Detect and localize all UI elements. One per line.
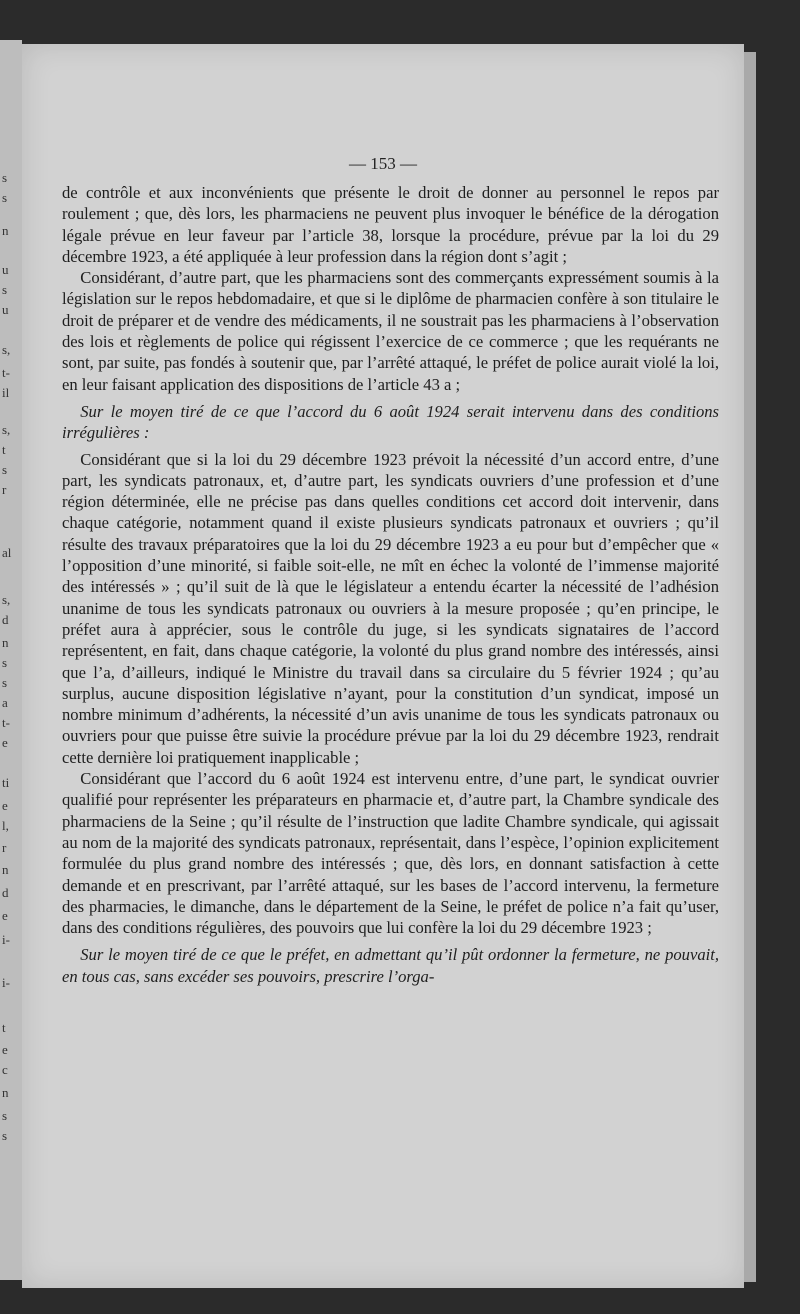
paragraph: Considérant que si la loi du 29 décembre 1923 prévoit la nécessité d’un accord entre, d’une part, les syndicats patronaux, et, d’autre part, les syndicats ouvriers d’une profession et d’une région déterminée, elle ne précise pas dans quelles conditions cet accord doit intervenir, dans chaque catégorie, notamment quand il existe plusieurs syndicats patronaux et ouvriers ; qu’il résulte des travaux préparatoires que la loi du 29 décembre 1923 a eu pour but d’empêcher que « l’opposition d’une minorité, si faible soit-elle, ne mît en échec la volonté de l’immense majorité des intéressés » ; qu’il suit de là que le législateur a entendu écarter la nécessité de l’adhésion unanime de tous les syndicats patronaux ou ouvriers à la mesure proposée ; qu’en principe, le préfet aura à apprécier, sous le contrôle du juge, si les syndicats signataires de l’accord représentent, en fait, dans chaque catégorie, la volonté du plus grand nombre des intéressés, ainsi que l’a, d’ailleurs, indiqué le Ministre du travail dans sa circulaire du 5 février 1924 ; qu’au surplus, aucune disposition législative n’ayant, pour la constitution d’un syndicat, imposé un nombre minimum d’adhérents, la nécessité d’un avis unanime de tous les syndicats patronaux ou ouvriers pour que puisse être suivie la procédure prévue par la loi du 29 décembre 1923, rendrait cette dernière loi pratiquement inapplicable ; xyxy=(62,449,719,767)
facing-letter: t xyxy=(2,442,6,457)
paragraph: Considérant que l’accord du 6 août 1924 est intervenu entre, d’une part, le syndicat ouvrier qualifié pour représenter les préparateurs en pharmacie et, d’autre part, la Chambre syndicale des pharmaciens de la Seine ; qu’il résulte de l’instruction que ladite Chambre syndicale, qui agissait au nom de la majorité des syndicats patronaux, représentait, dans l’espèce, l’opinion explicitement formulée du plus grand nombre des intéressés ; que, dès lors, en donnant satisfaction à cette demande et en prescrivant, par l’arrêté attaqué, sur les bases de l’accord intervenu, la fermeture des pharmacies, le dimanche, dans le département de la Seine, le préfet de police n’a fait qu’user, dans des conditions régulières, des pouvoirs que lui confère la loi du 29 décembre 1923 ; xyxy=(62,769,719,938)
facing-letter: s xyxy=(2,1128,8,1143)
facing-letter: s xyxy=(2,655,8,670)
facing-letter: s, xyxy=(2,342,11,357)
facing-letter: i- xyxy=(2,932,10,947)
facing-letter: l, xyxy=(2,818,9,833)
facing-letter: t xyxy=(2,1020,6,1035)
facing-letter: d xyxy=(2,885,9,900)
facing-letter: e xyxy=(2,735,8,750)
facing-letter: e xyxy=(2,1042,8,1057)
page-number: — 153 — xyxy=(349,154,417,173)
facing-letter: d xyxy=(2,612,9,627)
facing-letter: ti xyxy=(2,775,10,790)
facing-letter: i- xyxy=(2,975,10,990)
section-heading: Sur le moyen tiré de ce que l’accord du 6 août 1924 serait intervenu dans des conditions irrégulières : xyxy=(62,401,719,443)
facing-letter: e xyxy=(2,908,8,923)
facing-letter: a xyxy=(2,695,8,710)
facing-letter: il xyxy=(2,385,10,400)
paragraph: de contrôle et aux inconvénients que présente le droit de donner au personnel le repos par roulement ; que, dès lors, les pharmaciens ne peuvent plus invoquer le bénéfice de la dérogation légale prévue en leur faveur par l’article 38, lorsque la procédure, prévue par la loi du 29 décembre 1923, a été appliquée à leur profession dans la région dont s’agit ; xyxy=(62,183,719,266)
facing-letter: s, xyxy=(2,592,11,607)
facing-letter: u xyxy=(2,302,9,317)
paragraph: Considérant, d’autre part, que les pharmaciens sont des commerçants expressément soumis à la législation sur le repos hebdomadaire, et que si le diplôme de pharmacien confère à son titulaire le droit de préparer et de vendre des médicaments, il ne soustrait pas les pharmaciens à l’observation des lois et règlements de police qui régissent l’exercice de ce commerce ; que les requérants ne sont, par suite, pas fondés à soutenir que, par l’arrêté attaqué, le préfet de police aurait violé la loi, en leur faisant application des dispositions de l’article 43 a ; xyxy=(62,268,719,394)
facing-letter: s xyxy=(2,170,8,185)
facing-letter: t- xyxy=(2,715,10,730)
facing-letter: c xyxy=(2,1062,8,1077)
facing-letter: r xyxy=(2,482,7,497)
section-heading: Sur le moyen tiré de ce que le préfet, en admettant qu’il pût ordonner la fermeture, ne pouvait, en tous cas, sans excéder ses pouvoirs, prescrire l’orga- xyxy=(62,945,719,986)
facing-page-letters xyxy=(0,40,22,1280)
facing-letter: n xyxy=(2,223,9,238)
facing-letter: e xyxy=(2,798,8,813)
facing-letter: s xyxy=(2,190,8,205)
document-page xyxy=(22,44,744,1288)
facing-letter: n xyxy=(2,1085,9,1100)
facing-letter: s xyxy=(2,675,8,690)
facing-letter: u xyxy=(2,262,9,277)
facing-letter: s xyxy=(2,462,8,477)
facing-letter: s xyxy=(2,1108,8,1123)
facing-letter: r xyxy=(2,840,7,855)
page-stack-edge xyxy=(744,52,756,1282)
facing-letter: n xyxy=(2,862,9,877)
facing-letter: al xyxy=(2,545,12,560)
facing-letter: s xyxy=(2,282,8,297)
facing-letter: t- xyxy=(2,365,10,380)
facing-letter: n xyxy=(2,635,9,650)
page-body xyxy=(62,182,719,992)
facing-letter: s, xyxy=(2,422,11,437)
